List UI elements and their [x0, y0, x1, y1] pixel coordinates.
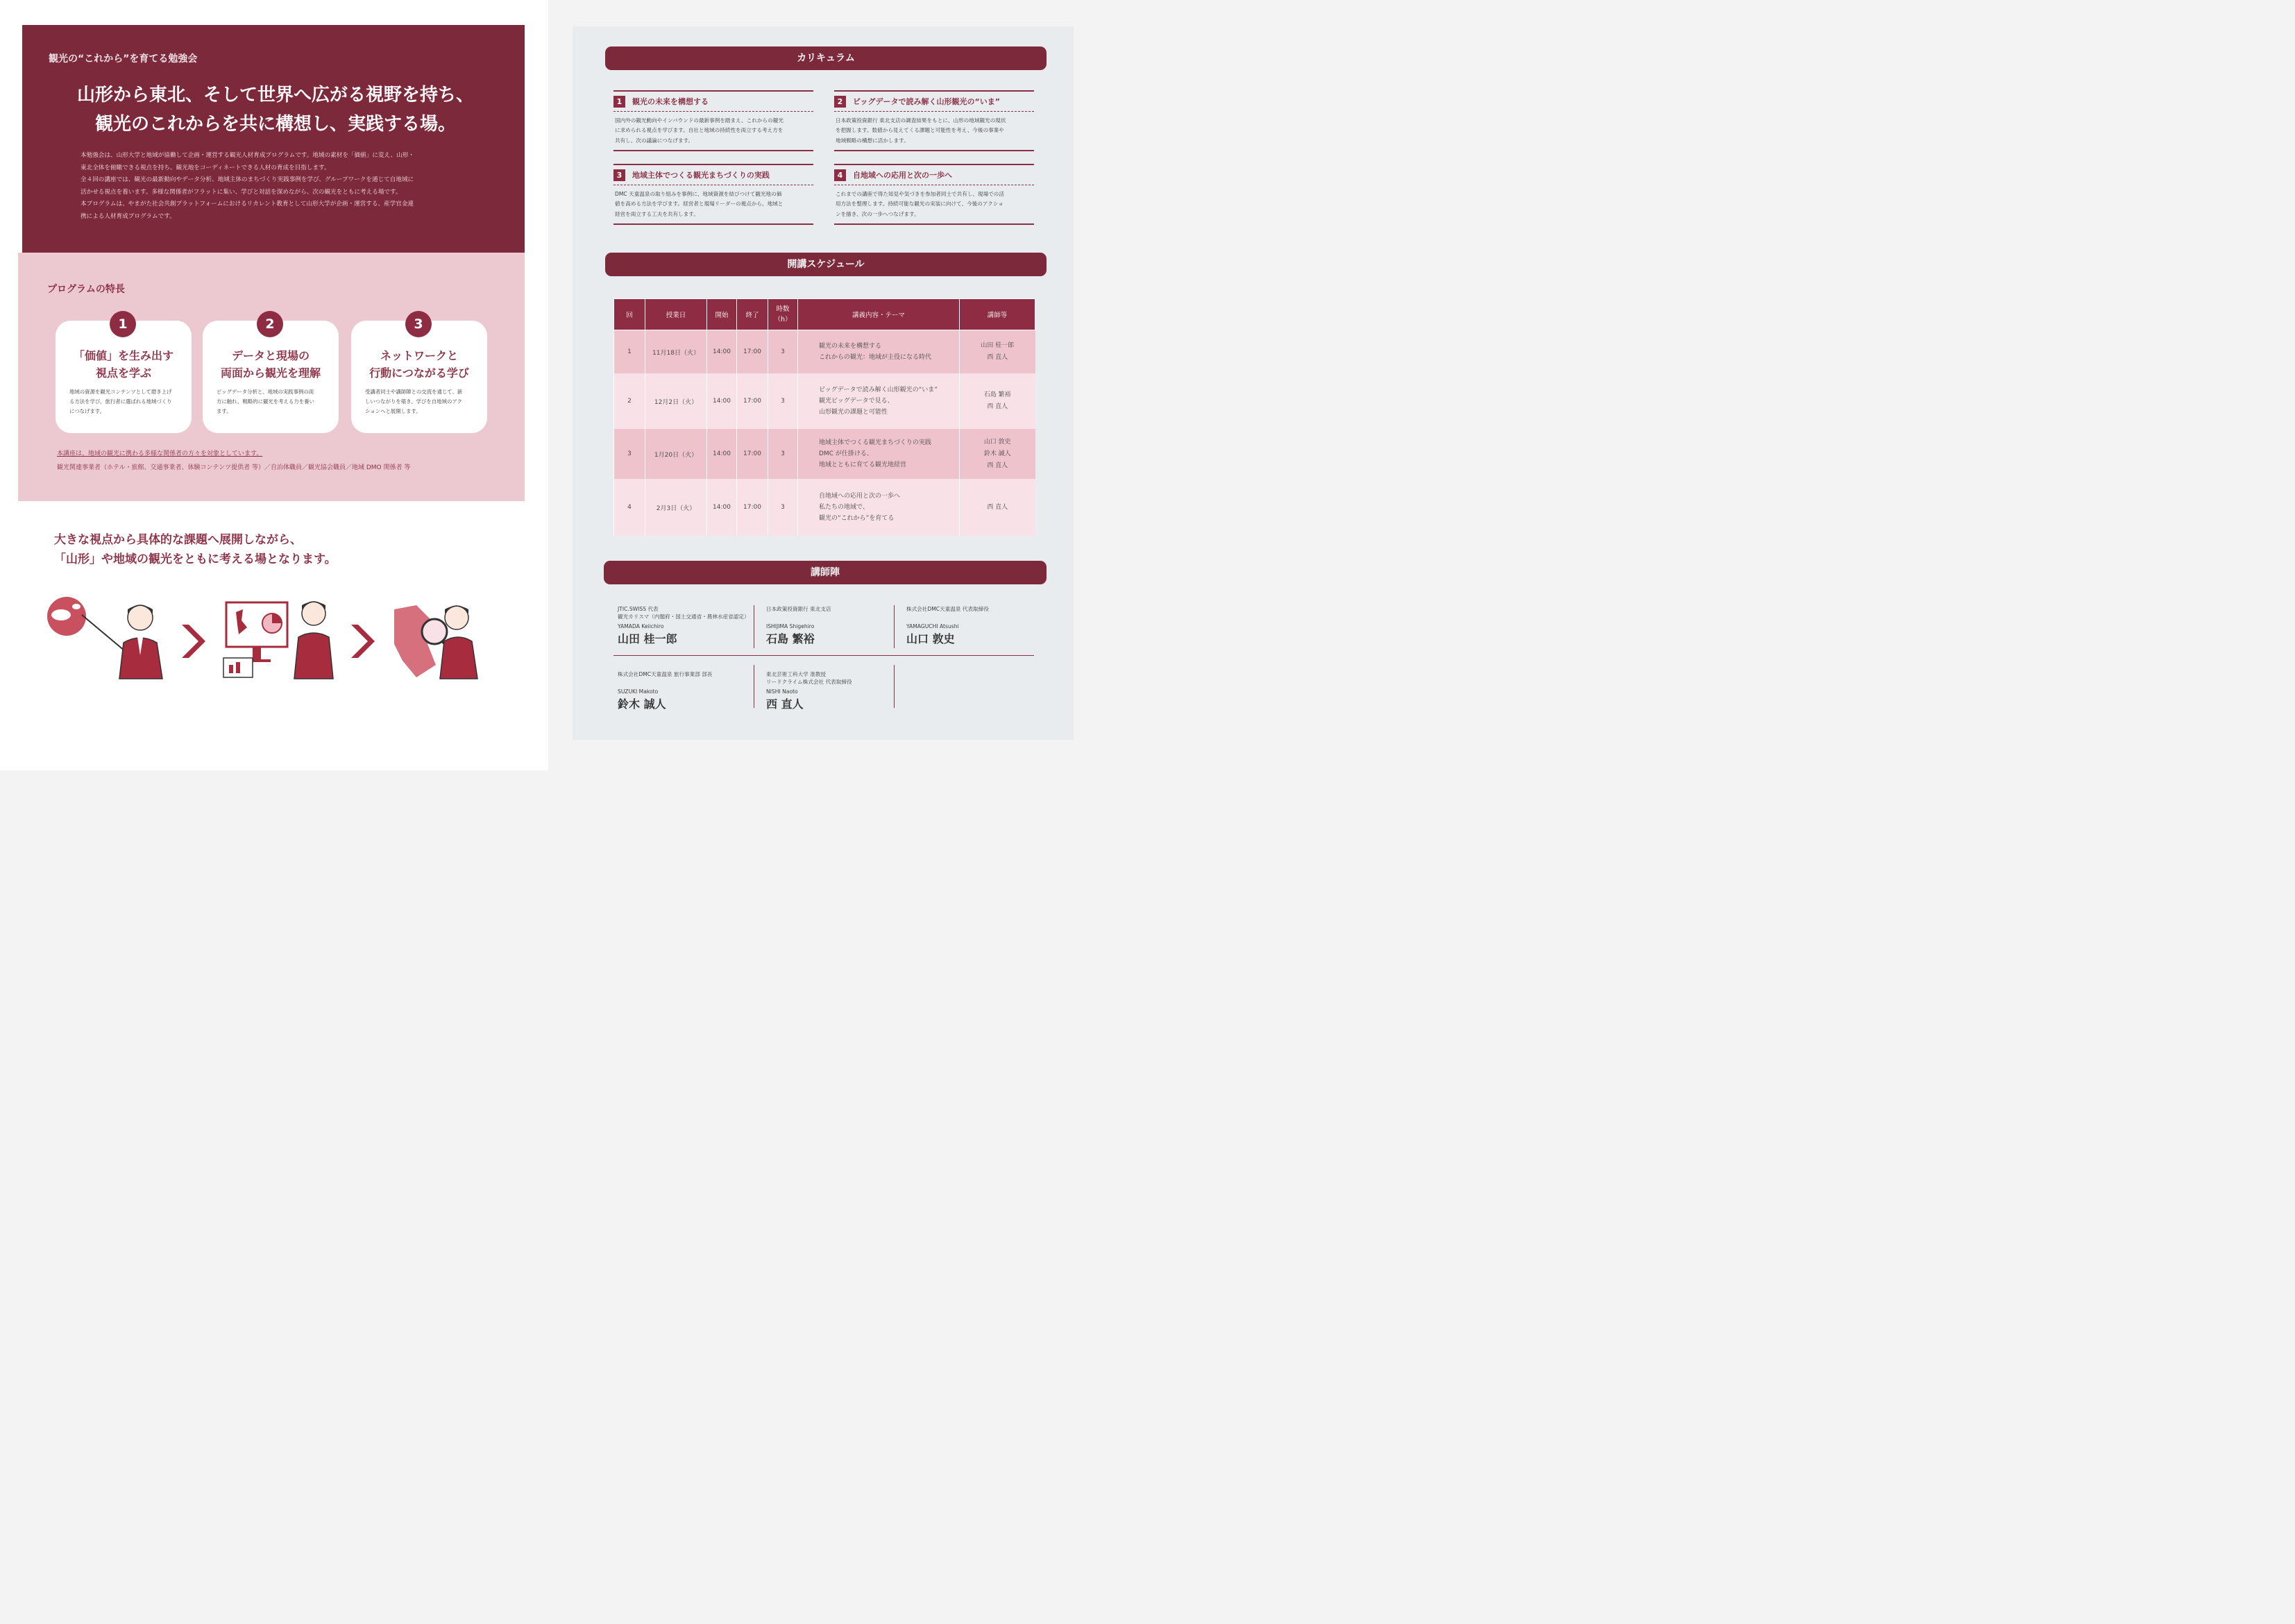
hero-section [22, 25, 525, 253]
hero-intro [81, 150, 476, 223]
session-start: 14:00 [707, 373, 737, 429]
instructor-card [618, 605, 750, 646]
lecturer-name: 石島 繁裕 [983, 391, 1011, 398]
affiliation-line: 日本政策投資銀行 東北支店 [766, 606, 831, 612]
feature-body-line: ションへと展開します。 [365, 408, 421, 414]
desc-line: 経営を両立する工夫を共有します。 [615, 210, 699, 217]
features-section [18, 253, 525, 501]
feature-title-line: 「価値」を生み出す [73, 349, 173, 362]
session-end: 17:00 [737, 429, 768, 479]
curriculum-description [834, 185, 1034, 225]
feature-title [357, 347, 482, 382]
header-line: （h） [774, 316, 792, 323]
feature-card [351, 316, 487, 433]
session-hours: 3 [768, 330, 798, 374]
curriculum-number: 3 [613, 169, 625, 181]
curriculum-title: 観光の未来を構想する [632, 97, 709, 106]
column-header: 開始 [707, 299, 737, 330]
session-date: 12月2日（火） [645, 373, 707, 429]
session-lecturers [960, 429, 1035, 479]
chevron-right-icon [351, 625, 375, 658]
affiliation-line: 観光カリスマ（内閣府・国土交通省・農林水産省認定） [618, 614, 750, 620]
session-topic [798, 479, 960, 536]
affiliation-line: 株式会社DMC天童温泉 旅行事業部 部長 [618, 671, 713, 677]
session-number: 4 [614, 479, 645, 536]
column-header: 回 [614, 299, 645, 330]
feature-title-line: 行動につながる学び [369, 366, 469, 380]
instructor-affiliation [906, 605, 1038, 620]
instructor-roman-name: NISHI Naoto [766, 688, 798, 695]
column-header [768, 299, 798, 330]
feature-card [203, 316, 339, 433]
feature-card [56, 316, 192, 433]
curriculum-number: 1 [613, 96, 625, 108]
hero-eyebrow: 観光の“これから”を育てる勉強会 [49, 53, 198, 65]
instructor-roman-name: ISHIJIMA Shigehiro [766, 623, 815, 629]
instructor-name: 山田 桂一郎 [618, 632, 677, 645]
instructor-name: 山口 敦史 [906, 632, 955, 645]
curriculum-title: 地域主体でつくる観光まちづくりの実践 [632, 171, 770, 180]
feature-body-line: ます。 [217, 408, 232, 414]
topic-line: 地域とともに育てる観光地経営 [819, 462, 907, 468]
headline-line-1: 山形から東北、そして世界へ広がる視野を持ち、 [76, 85, 474, 105]
session-topic [798, 330, 960, 374]
desc-line: これまでの講座で得た知見や気づきを参加者同士で共有し、現場での活 [836, 191, 1004, 197]
table-row [614, 429, 1035, 479]
chevron-right-icon [182, 625, 205, 658]
schedule-header-row [614, 299, 1035, 330]
topic-line: これからの観光：地域が主役になる時代 [819, 354, 932, 361]
data-monitor-icon [223, 602, 287, 677]
intro-line: 東北全体を俯瞰できる視点を持ち、観光地をコーディネートできる人材の育成を目指します。 [81, 164, 330, 171]
instructor-card [906, 605, 1038, 646]
session-number: 1 [614, 330, 645, 374]
session-topic [798, 373, 960, 429]
session-number: 2 [614, 373, 645, 429]
headline-line-2: 観光のこれからを共に構想し、実践する場。 [94, 114, 456, 135]
curriculum-description [834, 112, 1034, 151]
instructor-roman-name: YAMADA Keiichiro [618, 623, 664, 629]
instructor-name: 鈴木 誠人 [618, 697, 666, 711]
curriculum-number: 4 [834, 169, 846, 181]
feature-title-line: ネットワークと [380, 349, 458, 362]
closing-message [54, 530, 471, 569]
feature-body-line: 受講者同士や講師陣との交流を通じて、新 [365, 389, 463, 395]
thinking-figure-icon [294, 602, 333, 679]
column-header: 授業日 [645, 299, 707, 330]
topic-line: 私たちの地域で、 [819, 504, 869, 511]
intro-line: 携による人材育成プログラムです。 [81, 212, 176, 220]
feature-body [365, 387, 476, 416]
desc-line: に求められる視点を学びます。自社と地域の持続性を両立する考え方を [615, 127, 784, 134]
session-end: 17:00 [737, 330, 768, 374]
feature-title [61, 347, 186, 382]
topic-line: 地域主体でつくる観光まちづくりの実践 [819, 439, 931, 446]
curriculum-description [613, 112, 813, 151]
feature-number: 1 [110, 311, 136, 337]
curriculum-title: ビッグデータで読み解く山形観光の“いま” [853, 97, 1001, 106]
affiliation-line: 東北芸術工科大学 准教授 [766, 671, 826, 677]
hero-headline [50, 81, 501, 139]
feature-title-line: データと現場の [231, 349, 310, 362]
session-start: 14:00 [707, 429, 737, 479]
curriculum-item [613, 90, 813, 151]
intro-line: 全４回の講座では、観光の最新動向やデータ分析、地域主体のまちづくり実践事例を学び、グループワークを通じて自地域に [81, 176, 414, 184]
desc-line: 用方法を整理します。持続可能な観光の実装に向けて、今後のアクショ [836, 201, 1003, 208]
session-topic [798, 429, 960, 479]
lecturer-name: 西 直人 [987, 462, 1008, 469]
topic-line: 観光の“これから”を育てる [819, 515, 895, 522]
instructor-divider [613, 655, 1034, 656]
column-header: 講師等 [960, 299, 1035, 330]
topic-line: ビッグデータで読み解く山形観光の“いま” [819, 387, 938, 394]
curriculum-number: 2 [834, 96, 846, 108]
session-start: 14:00 [707, 479, 737, 536]
lecturer-name: 山田 桂一郎 [981, 342, 1015, 349]
session-number: 3 [614, 429, 645, 479]
affiliation-line: 株式会社DMC天童温泉 代表取締役 [906, 606, 989, 612]
intro-line: 本プログラムは、やまがた社会共創プラットフォームにおけるリカレント教育として山形大学が企画・運営する、産学官金連 [81, 201, 414, 208]
curriculum-item [613, 164, 813, 225]
column-header: 終了 [737, 299, 768, 330]
session-end: 17:00 [737, 479, 768, 536]
feature-body-line: 地域の資源を観光コンテンツとして磨き上げ [69, 389, 172, 395]
curriculum-title: 自地域への応用と次の一歩へ [853, 171, 952, 180]
feature-body-line: 方に触れ、戦略的に観光を考える力を養い [217, 398, 314, 405]
intro-line: 活かせる視点を養います。多様な関係者がフラットに集い、学びと対話を深めながら、次の観光をともに考える場です。 [81, 188, 402, 196]
instructor-name: 石島 繁裕 [766, 632, 815, 645]
presenter-figure-icon [119, 605, 162, 679]
schedule-table [613, 298, 1035, 536]
topic-line: 観光の未来を構想する [819, 343, 882, 350]
curriculum-item [834, 164, 1034, 225]
session-hours: 3 [768, 429, 798, 479]
session-end: 17:00 [737, 373, 768, 429]
session-date: 11月18日（火） [645, 330, 707, 374]
topic-line: 観光ビッグデータで見る、 [819, 398, 894, 405]
affiliation-line: JTIC.SWISS 代表 [618, 606, 659, 612]
instructor-roman-name: SUZUKI Makoto [618, 688, 659, 695]
table-row [614, 330, 1035, 374]
feature-body [69, 387, 180, 416]
table-row [614, 479, 1035, 536]
schedule-heading: 開講スケジュール [605, 253, 1047, 276]
features-title: プログラムの特長 [47, 284, 125, 295]
feature-number: 3 [405, 311, 432, 337]
topic-line: 山形観光の課題と可能性 [819, 409, 888, 416]
closing-line-2: 「山形」や地域の観光をともに考える場となります。 [54, 552, 337, 566]
instructor-affiliation [766, 670, 898, 686]
lecturer-name: 西 直人 [987, 503, 1008, 511]
lecturer-name: 山口 敦史 [983, 438, 1011, 446]
feature-title-line: 両面から観光を理解 [220, 366, 321, 380]
lecturer-name: 鈴木 誠人 [983, 450, 1011, 457]
instructor-affiliation [766, 605, 898, 620]
curriculum-item [834, 90, 1034, 151]
instructor-name: 西 直人 [766, 697, 804, 711]
instructor-card [766, 605, 898, 646]
desc-line: 国内外の観光動向やインバウンドの最新事例を踏まえ、これからの観光 [615, 117, 784, 124]
instructor-roman-name: YAMAGUCHI Atsushi [906, 623, 959, 629]
instructor-affiliation [618, 605, 750, 620]
instructor-card [618, 670, 750, 711]
feature-title [208, 347, 333, 382]
closing-line-1: 大きな視点から具体的な課題へ展開しながら、 [54, 533, 302, 547]
feature-body-line: る方法を学び、旅行者に選ばれる地域づくり [69, 398, 172, 405]
feature-body-line: ビッグデータ分析と、地域の実践事例の両 [217, 389, 314, 395]
desc-line: DMC 天童温泉の取り組みを事例に、地域資源を結びつけて観光地の価 [615, 191, 782, 197]
table-row [614, 373, 1035, 429]
intro-line: 本勉強会は、山形大学と地域が協働して企画・運営する観光人材育成プログラムです。地域の素材を「価値」に変え、山形・ [81, 152, 414, 159]
feature-body [217, 387, 328, 416]
affiliation-line: リードクライム株式会社 代表取締役 [766, 679, 852, 685]
desc-line: を把握します。数値から見えてくる課題と可能性を考え、今後の事業や [836, 127, 1004, 134]
target-audience-note: 本講座は、地域の観光に携わる多様な関係者の方々を対象としています。 [57, 450, 263, 457]
session-hours: 3 [768, 373, 798, 429]
feature-body-line: につなげます。 [69, 408, 105, 414]
desc-line: 値を高める方法を学びます。経営者と現場リーダーの視点から、地域と [615, 201, 784, 208]
session-lecturers [960, 373, 1035, 429]
desc-line: 日本政策投資銀行 東北支店の調査結果をもとに、山形の地域観光の現状 [836, 117, 1006, 124]
session-lecturers [960, 330, 1035, 374]
feature-body-line: しいつながりを築き、学びを自地域のアク [365, 398, 462, 405]
map-magnifier-icon [394, 605, 477, 679]
session-date: 1月20日（火） [645, 429, 707, 479]
illustration-strip [42, 589, 493, 686]
session-start: 14:00 [707, 330, 737, 374]
header-line: 時数 [776, 305, 790, 313]
target-audience-list: 観光関連事業者（ホテル・旅館、交通事業者、体験コンテンツ提供者 等）／自治体職員／観光協会職員／地域 DMO 関係者 等 [57, 464, 411, 471]
feature-number: 2 [257, 311, 283, 337]
session-date: 2月3日（火） [645, 479, 707, 536]
instructor-divider [894, 605, 895, 648]
desc-line: 共有し、次の議論につなげます。 [615, 137, 694, 144]
instructors-heading: 講師陣 [604, 561, 1047, 584]
feature-title-line: 視点を学ぶ [95, 366, 151, 380]
lecturer-name: 西 直人 [987, 354, 1008, 361]
session-hours: 3 [768, 479, 798, 536]
session-lecturers [960, 479, 1035, 536]
desc-line: 地域戦略の構想に活かします。 [836, 137, 909, 144]
globe-icon [47, 597, 125, 651]
instructor-affiliation [618, 670, 750, 686]
desc-line: ンを描き、次の一歩へつなげます。 [836, 210, 920, 217]
curriculum-heading: カリキュラム [605, 46, 1047, 70]
curriculum-description [613, 185, 813, 225]
instructor-card [766, 670, 898, 711]
lecturer-name: 西 直人 [987, 403, 1008, 410]
column-header: 講義内容・テーマ [798, 299, 960, 330]
topic-line: DMC が仕掛ける、 [819, 450, 873, 457]
topic-line: 自地域への応用と次の一歩へ [819, 493, 901, 500]
